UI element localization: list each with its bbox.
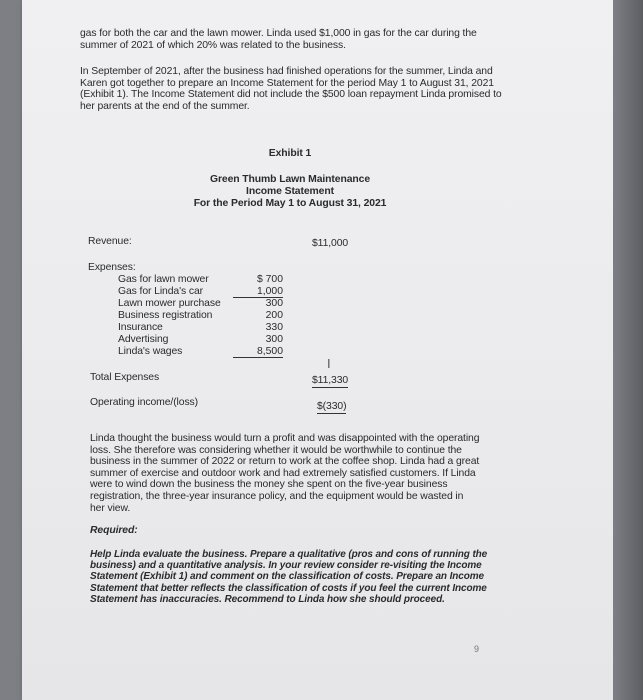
statement-header (160, 174, 420, 210)
expense-label: Advertising (118, 334, 169, 345)
paragraph-assignment: Help Linda evaluate the business. Prepare a qualitative (pros and cons of running the business) and a quantitative analysis. In your review consider re-visiting the Income Statement (Exhibit 1) and comment on the classification of costs. Prepare an Income Statement that better reflects the classification of costs if you feel the current Income Statement has inaccuracies. Recommend to Linda how she should proceed. (90, 549, 488, 605)
total-expenses-label: Total Expenses (90, 372, 160, 383)
expense-label: Linda's wages (118, 346, 183, 357)
paragraph-income-statement-intro: In September of 2021, after the business had finished operations for the summer, Linda and Karen got together to prepare an Income Statement for the period May 1 to August 31, 2021 (Exhibit 1). The Income Statement did not include the $500 loan repayment Linda promised to her parents at the end of the summer. (80, 66, 502, 112)
expense-label: Gas for lawn mower (118, 274, 209, 285)
statement-period: For the Period May 1 to August 31, 2021 (193, 198, 387, 209)
text-cursor-icon: I (327, 356, 331, 371)
expense-label: Insurance (118, 322, 163, 333)
expense-value: 1,000 (233, 286, 283, 298)
page-edge-shadow (613, 0, 643, 700)
page-number: 9 (474, 644, 479, 654)
expenses-label: Expenses: (88, 262, 136, 273)
revenue-value: $11,000 (312, 238, 349, 249)
expense-value: $ 700 (256, 274, 283, 285)
expense-label: Business registration (118, 310, 213, 321)
revenue-label: Revenue: (88, 236, 132, 247)
paragraph-discussion: Linda thought the business would turn a profit and was disappointed with the operating loss. She therefore was considering whether it would be worthwhile to continue the business in the summer of 2022 or return to work at the coffee shop. Linda had a great summer of exercise and outdoor work and had extremely satisfied customers. If Linda were to wind down the business the money she spent on the five-year business registration, the three-year insurance policy, and the equipment would be wasted in her view. (90, 433, 480, 514)
expense-label: Lawn mower purchase (118, 298, 221, 309)
operating-income-label: Operating income/(loss) (90, 397, 198, 408)
operating-income-value: $(330) (317, 401, 347, 412)
statement-name: Income Statement (246, 186, 334, 197)
required-heading: Required: (90, 525, 138, 536)
expense-value: 8,500 (233, 346, 283, 358)
expense-value: 300 (265, 298, 283, 309)
total-expenses-value: $11,330 (312, 375, 349, 386)
expense-value: 330 (265, 322, 283, 333)
expense-label: Gas for Linda's car (118, 286, 203, 297)
paragraph-gas-usage: gas for both the car and the lawn mower. Linda used $1,000 in gas for the car during the summer of 2021 of which 20% was related to the business. (80, 28, 477, 51)
company-name: Green Thumb Lawn Maintenance (209, 174, 370, 185)
exhibit-title: Exhibit 1 (268, 148, 312, 159)
expense-value: 200 (265, 310, 283, 321)
expense-value: 300 (265, 334, 283, 345)
